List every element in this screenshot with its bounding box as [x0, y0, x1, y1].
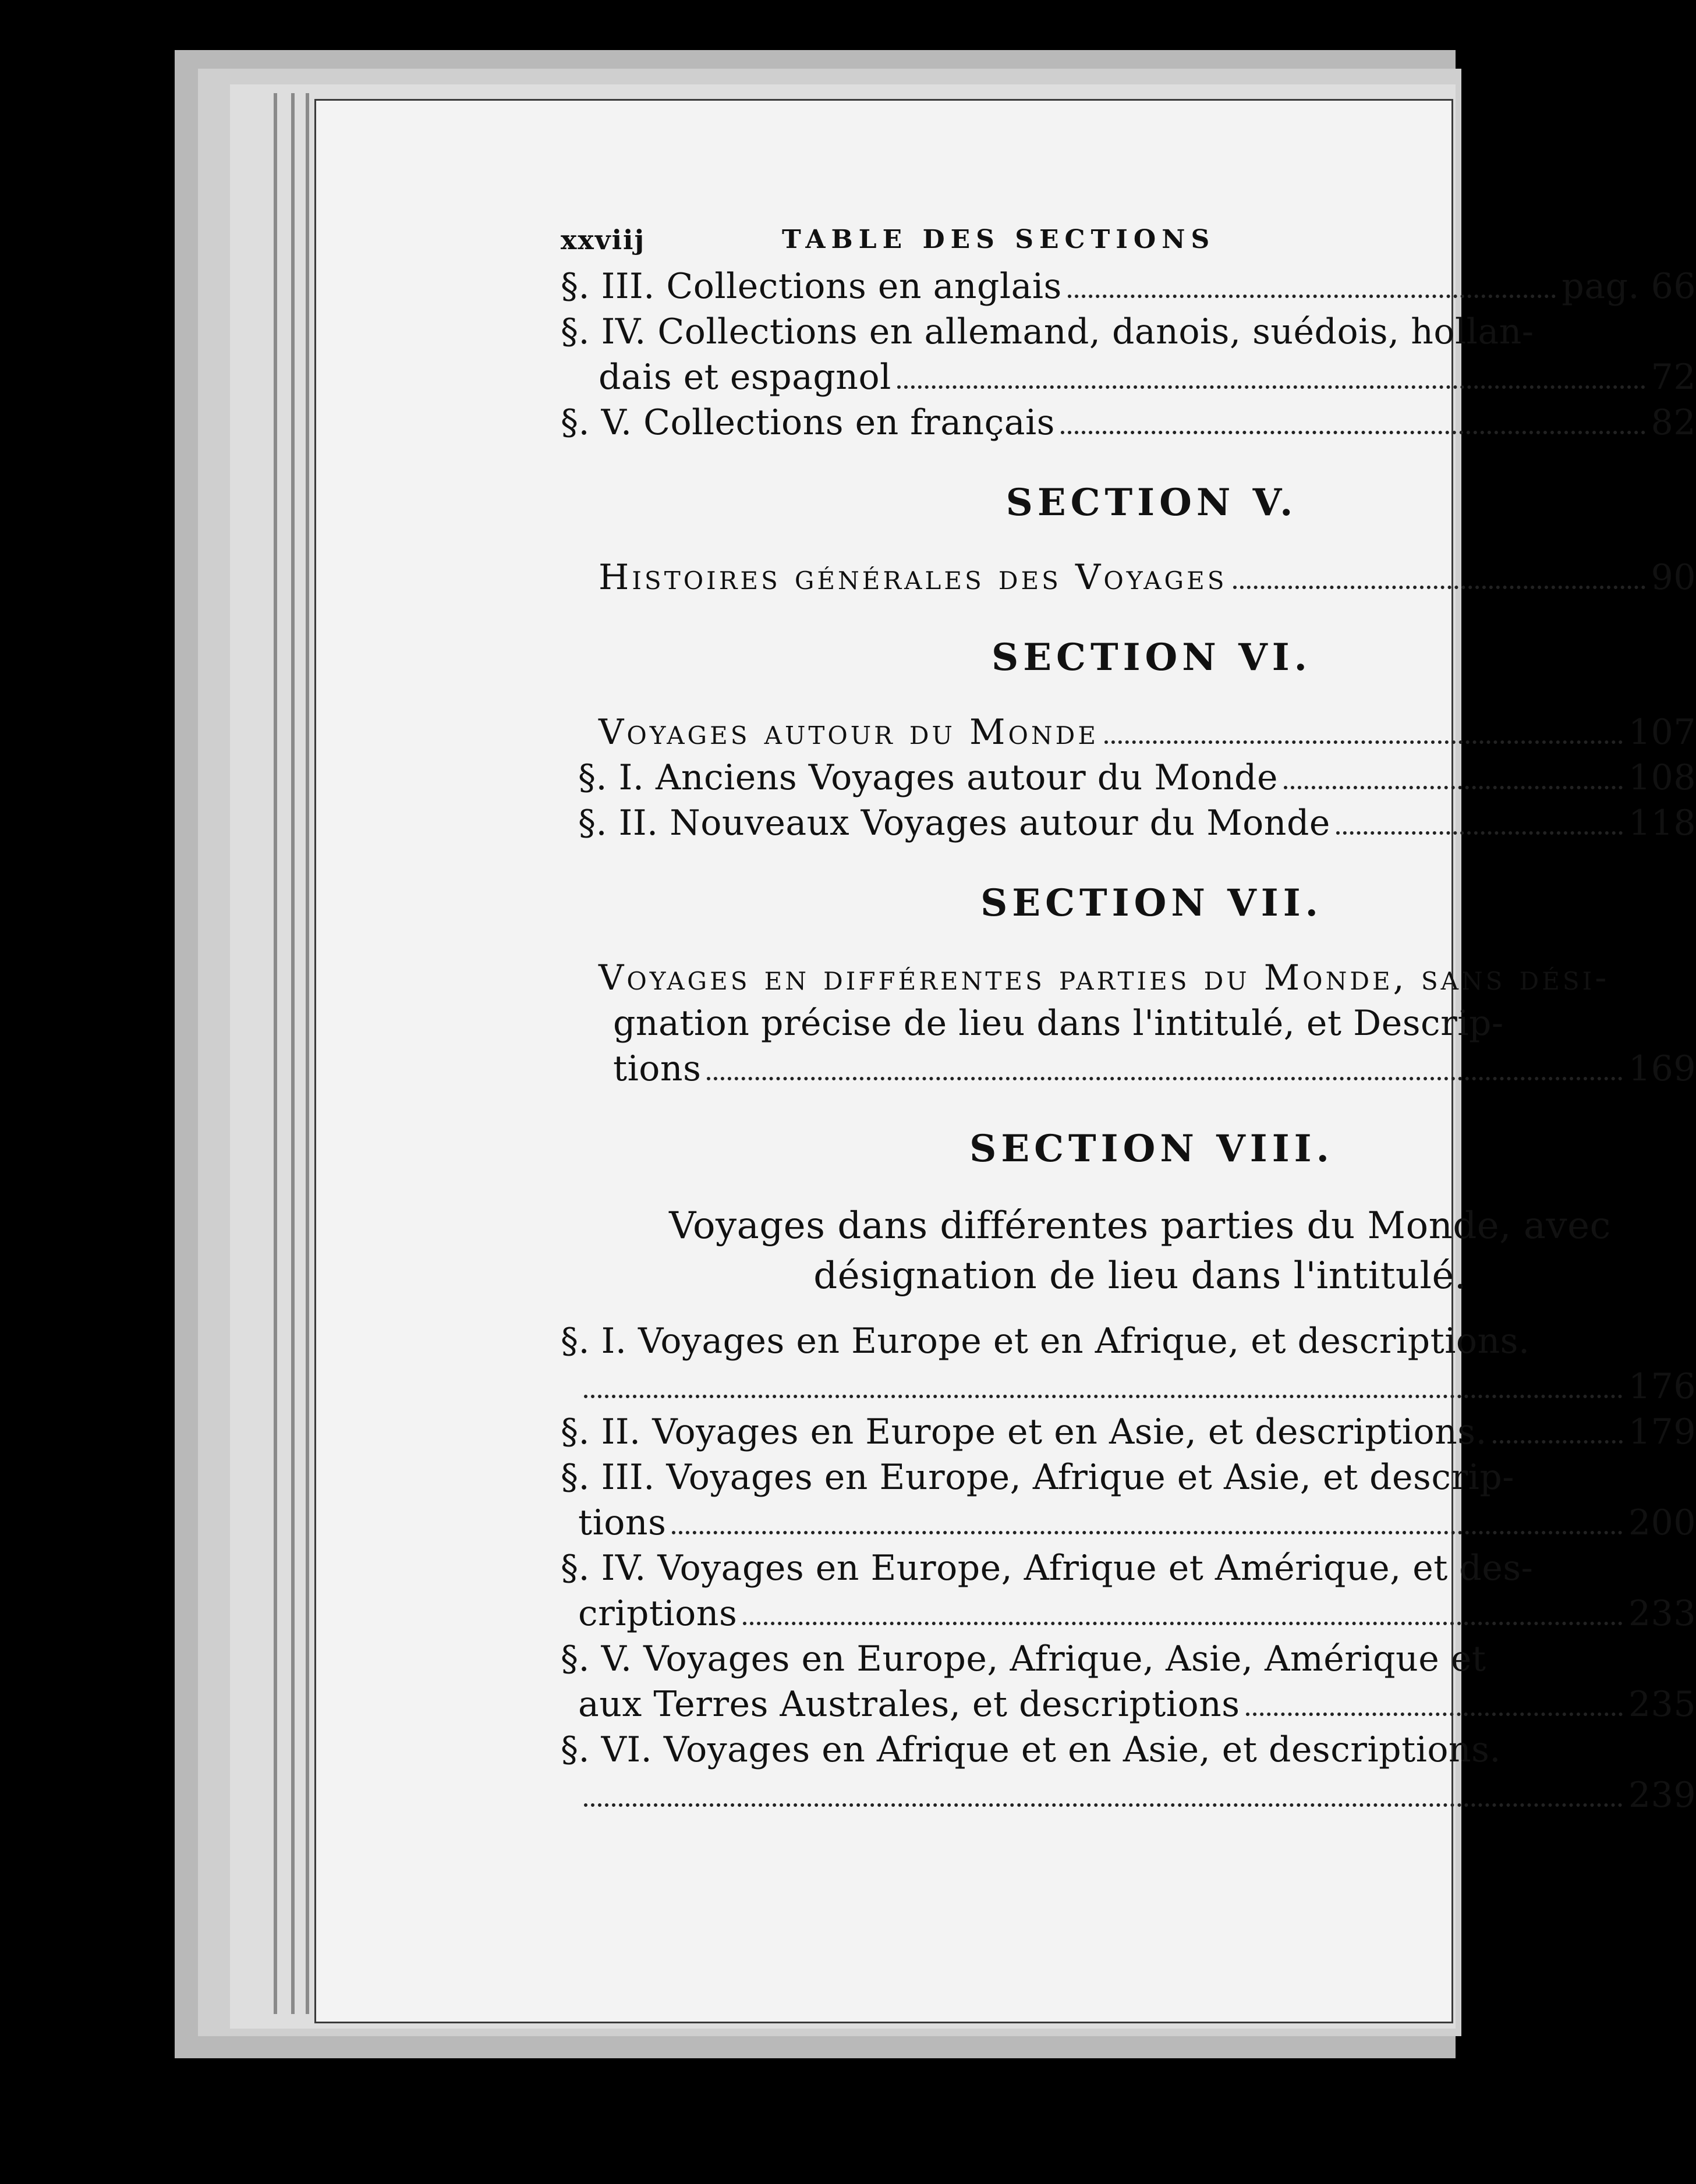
toc-entry [561, 755, 1696, 800]
dot-leader [897, 385, 1645, 389]
entry-page: 200 [1628, 1502, 1696, 1543]
dot-leader [707, 1077, 1623, 1080]
entry-label: §. V. Voyages en Europe, Afrique, Asie, Amérique et [561, 1639, 1486, 1679]
section-heading: SECTION VIII. [969, 1127, 1334, 1171]
section-title: Voyages dans différentes parties du Monde, avec [669, 1204, 1611, 1247]
entry-page: 107 [1628, 712, 1696, 753]
page-number: xxviij [561, 224, 646, 256]
entry-page: 235 [1628, 1684, 1696, 1725]
entry-page: 239 [1628, 1775, 1696, 1816]
entry-page: 169 [1628, 1048, 1696, 1089]
page-header [561, 217, 1696, 264]
entry-page: 179 [1628, 1412, 1696, 1452]
book-page [314, 99, 1696, 2023]
toc-entry [561, 710, 1696, 755]
entry-label: §. I. Voyages en Europe et en Afrique, et descriptions. [561, 1321, 1530, 1362]
entry-label: §. IV. Collections en allemand, danois, suédois, hollan- [561, 311, 1534, 352]
toc-entry [561, 1772, 1696, 1818]
entry-label: criptions [578, 1593, 738, 1634]
toc-entry [561, 1591, 1696, 1636]
toc-entry [561, 1364, 1696, 1409]
dot-leader [1284, 786, 1623, 789]
entry-page: 82 [1651, 402, 1696, 443]
dot-leader [584, 1395, 1623, 1398]
section-title: désignation de lieu dans l'intitulé. [813, 1254, 1467, 1297]
entry-label: Voyages en différentes parties du Monde, sans dési- [599, 958, 1610, 998]
section-heading: SECTION VII. [980, 881, 1323, 925]
toc-entry [561, 354, 1696, 400]
dot-leader [743, 1622, 1623, 1625]
toc-entry [561, 1046, 1696, 1091]
toc-entry [561, 264, 1696, 309]
page-edge [306, 93, 309, 2014]
dot-leader [1068, 295, 1556, 298]
dot-leader [1104, 740, 1623, 744]
entry-label: dais et espagnol [599, 357, 891, 398]
entry-label: Voyages autour du Monde [599, 712, 1099, 753]
entry-label: §. VI. Voyages en Afrique et en Asie, et descriptions. [561, 1729, 1502, 1770]
page-edge [274, 93, 277, 2014]
entry-page: 176 [1628, 1366, 1696, 1407]
toc-entry [561, 1682, 1696, 1727]
entry-page: 233 [1628, 1593, 1696, 1634]
toc-entry [561, 800, 1696, 846]
page-edge [291, 93, 295, 2014]
entry-label: tions [613, 1048, 702, 1089]
entry-label: aux Terres Australes, et descriptions [578, 1684, 1240, 1725]
entry-page: 118 [1628, 803, 1696, 843]
entry-label: §. I. Anciens Voyages autour du Monde [578, 757, 1278, 798]
entry-label: §. II. Nouveaux Voyages autour du Monde [578, 803, 1330, 843]
entry-page: pag. 66 [1562, 266, 1696, 307]
dot-leader [584, 1803, 1623, 1807]
entry-label: §. IV. Voyages en Europe, Afrique et Amérique, et des- [561, 1548, 1534, 1589]
running-head: TABLE DES SECTIONS [782, 225, 1216, 254]
dot-leader [1246, 1713, 1623, 1716]
toc-entry [561, 1409, 1696, 1455]
entry-label: §. V. Collections en français [561, 402, 1055, 443]
entry-page: 90 [1651, 557, 1696, 598]
entry-label: Histoires générales des Voyages [599, 557, 1227, 598]
entry-label: tions [578, 1502, 667, 1543]
dot-leader [1233, 586, 1645, 589]
entry-label: §. II. Voyages en Europe et en Asie, et descriptions. [561, 1412, 1488, 1452]
toc-entry [561, 1500, 1696, 1545]
toc-entry [561, 400, 1696, 445]
entry-label: §. III. Voyages en Europe, Afrique et Asie, et descrip- [561, 1457, 1515, 1498]
section-heading: SECTION V. [1005, 481, 1298, 524]
dot-leader [1493, 1440, 1623, 1444]
entry-label: gnation précise de lieu dans l'intitulé, et Descrip- [613, 1003, 1504, 1044]
entry-label: §. III. Collections en anglais [561, 266, 1062, 307]
entry-page: 108 [1628, 757, 1696, 798]
section-heading: SECTION VI. [992, 636, 1312, 679]
dot-leader [1336, 831, 1623, 835]
dot-leader [672, 1531, 1623, 1534]
toc-entry [561, 555, 1696, 600]
table-of-contents [561, 217, 1696, 1818]
dot-leader [1061, 431, 1645, 434]
entry-page: 72 [1651, 357, 1696, 398]
